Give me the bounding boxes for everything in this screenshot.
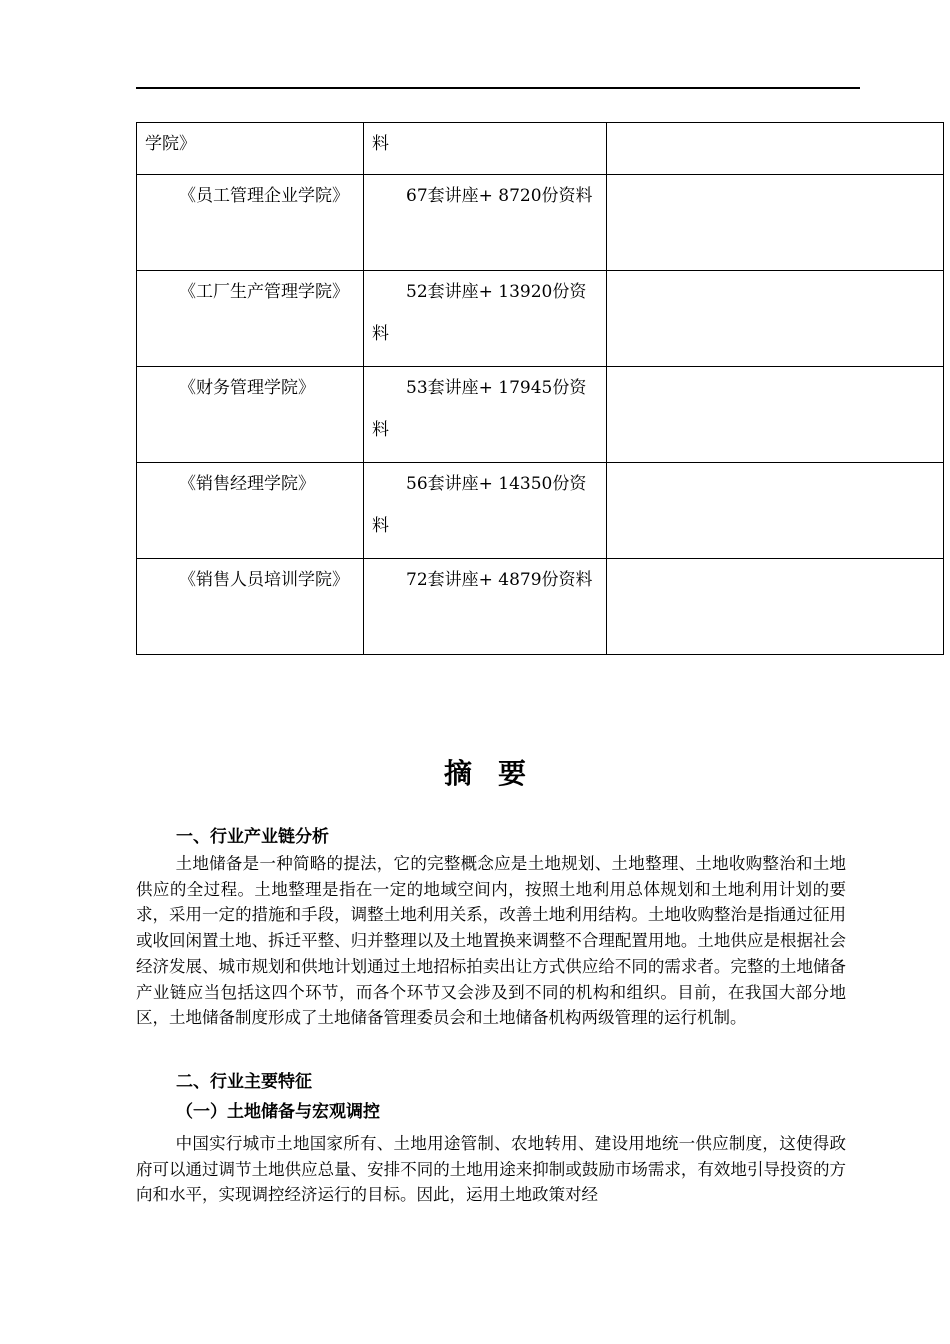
- college-name-cell: 《财务管理学院》: [137, 367, 364, 463]
- table-row: [137, 367, 944, 463]
- college-note-cell: [607, 367, 944, 463]
- header-rule: [136, 87, 860, 89]
- table-row: [137, 175, 944, 271]
- paragraph-land-reserve: 中国实行城市土地国家所有、土地用途管制、农地转用、建设用地统一供应制度，这使得政府可以通过调节土地供应总量、安排不同的土地用途来抑制或鼓励市场需求，有效地引导投资的方向和水平，实现调控经济运行的目标。因此，运用土地政策对经: [136, 1134, 846, 1205]
- college-content-cell: 53套讲座+ 17945份资料: [364, 367, 607, 463]
- paragraph-industry-chain: 土地储备是一种简略的提法，它的完整概念应是土地规划、土地整理、土地收购整治和土地供应的全过程。土地整理是指在一定的地域空间内，按照土地利用总体规划和土地利用计划的要求，采用一定的措施和手段，调整土地利用关系，改善土地利用结构。土地收购整治是指通过征用或收回闲置土地、拆迁平整、归并整理以及土地置换来调整不合理配置用地。土地供应是根据社会经济发展、城市规划和供地计划通过土地招标拍卖出让方式供应给不同的需求者。完整的土地储备产业链应当包括这四个环节，而各个环节又会涉及到不同的机构和组织。目前，在我国大部分地区，土地储备制度形成了土地储备管理委员会和土地储备机构两级管理的运行机制。: [136, 854, 846, 1028]
- college-note-cell: [607, 559, 944, 655]
- college-content-cell: 56套讲座+ 14350份资料: [364, 463, 607, 559]
- table-row: [137, 271, 944, 367]
- subsection-heading-land-reserve: （一）土地储备与宏观调控: [176, 1102, 380, 1122]
- section-heading-main-features: 二、行业主要特征: [176, 1072, 312, 1092]
- college-note-cell: [607, 175, 944, 271]
- college-content-cell: 72套讲座+ 4879份资料: [364, 559, 607, 655]
- college-note-cell: [607, 463, 944, 559]
- college-content-cell: 67套讲座+ 8720份资料: [364, 175, 607, 271]
- college-name-cell: 《员工管理企业学院》: [137, 175, 364, 271]
- catalog-table: [136, 122, 944, 655]
- college-name-cell: 《工厂生产管理学院》: [137, 271, 364, 367]
- college-content-cell: 料: [364, 123, 607, 175]
- college-name-cell: 《销售人员培训学院》: [137, 559, 364, 655]
- college-content-cell: 52套讲座+ 13920份资料: [364, 271, 607, 367]
- table-row: [137, 559, 944, 655]
- college-note-cell: [607, 271, 944, 367]
- college-name-cell: 学院》: [137, 123, 364, 175]
- college-name-cell: 《销售经理学院》: [137, 463, 364, 559]
- summary-title: 摘要: [443, 757, 552, 790]
- table-row: [137, 463, 944, 559]
- college-note-cell: [607, 123, 944, 175]
- table-row: [137, 123, 944, 175]
- section-heading-industry-chain: 一、行业产业链分析: [176, 827, 329, 847]
